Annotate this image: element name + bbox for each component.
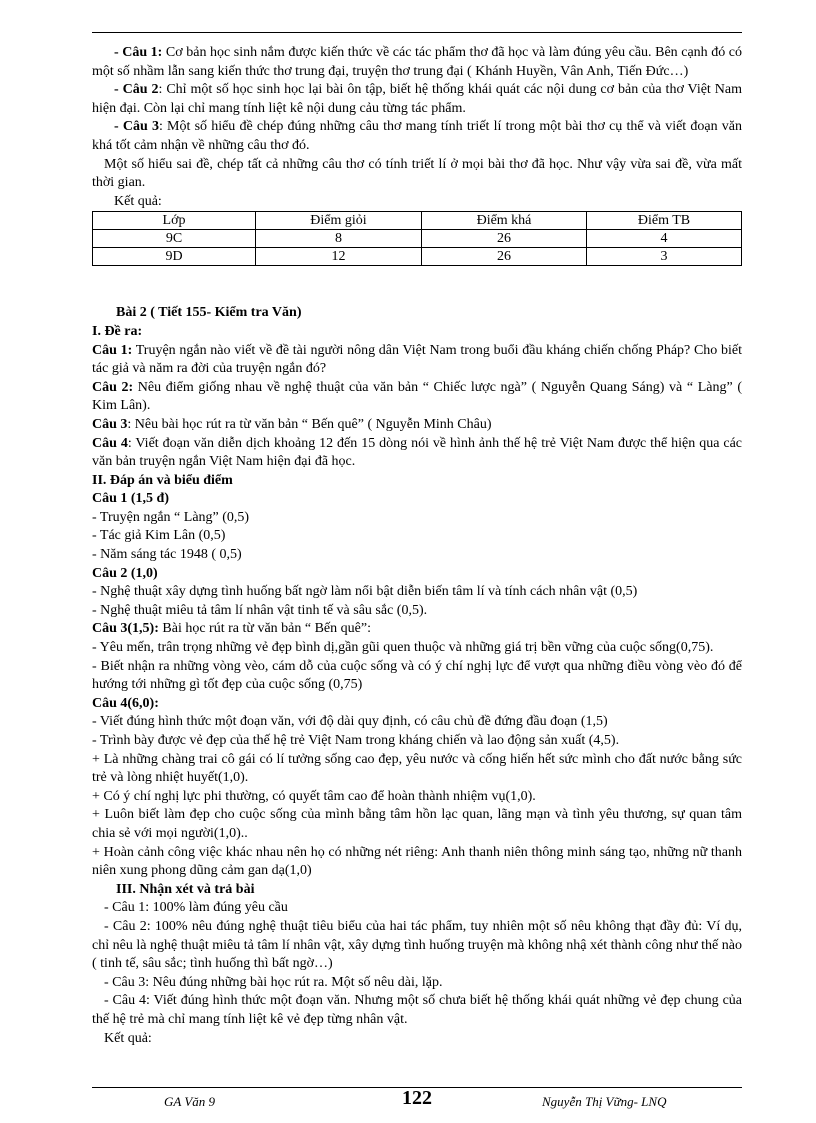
answer-3-heading: Câu 3(1,5): Bài học rút ra từ văn bản “ Bến quê”:	[92, 621, 371, 637]
section-heading-1: I. Đề ra:	[92, 323, 143, 339]
question-1: Câu 1: Truyện ngắn nào viết về đề tài người nông dân Việt Nam trong buổi đầu kháng chiến chống Pháp? Cho biết tác giả và năm ra đời của truyện ngắn đó?	[92, 342, 742, 377]
intro-cau2: - Câu 2: Chỉ một số học sinh học lại bài ôn tập, biết hệ thống khái quát các nội dung cơ bản của thơ Việt Nam hiện đại. Còn lại chỉ mang tính liệt kê nội dung cảu từng tác phẩm.	[92, 82, 742, 116]
question-4: Câu 4: Viết đoạn văn diễn dịch khoảng 12 đến 15 dòng nói về hình ảnh thế hệ trẻ Việt Nam được thể hiện qua các văn bản truyện ngắn Việt Nam hiện đại đã học.	[92, 435, 742, 470]
list-item: - Viết đúng hình thức một đoạn văn, với độ dài quy định, có câu chủ đề đứng đầu đoạn (1,5)	[92, 714, 608, 730]
intro-para4: Một số hiểu sai đề, chép tất cả những câu thơ có tính triết lí ở mọi bài thơ đã học. Như vậy vừa sai đề, vừa mất thời gian.	[92, 156, 742, 191]
list-item: - Câu 3: Nêu đúng những bài học rút ra. Một số nêu dài, lặp.	[104, 974, 443, 990]
ket-qua-label-2: Kết quả:	[104, 1030, 152, 1046]
list-item: - Câu 1: 100% làm đúng yêu cầu	[104, 900, 288, 916]
section-heading-2: II. Đáp án và biểu điểm	[92, 472, 233, 488]
question-3: Câu 3: Nêu bài học rút ra từ văn bản “ Bến quê” ( Nguyễn Minh Châu)	[92, 416, 492, 432]
page-footer	[92, 1087, 742, 1114]
answer-1-heading: Câu 1 (1,5 đ)	[92, 491, 170, 507]
header-rule	[92, 32, 742, 33]
section-title: Bài 2 ( Tiết 155- Kiểm tra Văn)	[116, 305, 302, 321]
list-item: + Là những chàng trai cô gái có lí tưởng sống cao đẹp, yêu nước và cống hiến hết sức mình cho đất nước bằng sức trẻ và lòng nhiệt huyết(1,0).	[92, 751, 742, 786]
list-item: - Trình bày được vẻ đẹp của thế hệ trẻ Việt Nam trong kháng chiến và lao động sản xuất (4,5).	[92, 733, 620, 748]
intro-cau1: - Câu 1: Cơ bản học sinh nắm được kiến thức về các tác phẩm thơ đã học và làm đúng yêu cầu. Bên cạnh đó có một số nhầm lẫn sang kiến thức thơ trung đại, truyện thơ trung đại ( Khánh Huyền, Vân Anh, Tiến Đức…)	[92, 45, 742, 79]
ket-qua-label: Kết quả:	[114, 193, 162, 209]
section-heading-3: III. Nhận xét và trả bài	[116, 881, 255, 897]
answer-2-heading: Câu 2 (1,0)	[92, 565, 158, 581]
list-item: + Luôn biết làm đẹp cho cuộc sống của mình bằng tâm hồn lạc quan, lãng mạn và tình yêu thương, sự quan tâm chia sẻ với mọi người(1,0)..	[92, 807, 742, 841]
answer-4-heading: Câu 4(6,0):	[92, 695, 159, 711]
list-item: - Biết nhận ra những vòng vèo, cám dỗ của cuộc sống và có ý chí nghị lực để vượt qua những điều vòng vèo đó để hướng tới những gì tốt đẹp của cuộc sống (0,75)	[92, 658, 742, 693]
intro-cau3: - Câu 3: Một số hiểu đề chép đúng những câu thơ mang tính triết lí trong một bài thơ cụ thể và viết đoạn văn khá tốt cảm nhận về những câu thơ đó.	[92, 119, 742, 153]
list-item: - Năm sáng tác 1948 ( 0,5)	[92, 547, 242, 563]
list-item: - Nghệ thuật miêu tả tâm lí nhân vật tinh tế và sâu sắc (0,5).	[92, 602, 428, 618]
page-number: 122	[402, 1087, 432, 1109]
table-row: 9C 8 26 4	[93, 230, 742, 248]
list-item: - Câu 2: 100% nêu đúng nghệ thuật tiêu biểu của hai tác phẩm, tuy nhiên một số nêu không thạt đầy đủ: Ví dụ, chỉ nêu là nghệ thuật miêu tả tâm lí nhân vật, xây dựng tình huống truyện mà không nhậ xét thành công như thế nào ( tinh tế, sâu sắc; tình huống thì bất ngờ…)	[92, 918, 742, 972]
footer-left: GA Văn 9	[164, 1094, 216, 1109]
footer-author: Nguyễn Thị Vững- LNQ	[542, 1094, 667, 1109]
list-item: - Truyện ngắn “ Làng” (0,5)	[92, 509, 250, 525]
table-row: 9D 12 26 3	[93, 248, 742, 266]
question-2: Câu 2: Nêu điểm giống nhau về nghệ thuật của văn bản “ Chiếc lược ngà” ( Nguyễn Quang Sáng) và “ Làng” ( Kim Lân).	[92, 379, 742, 414]
list-item: + Có ý chí nghị lực phi thường, có quyết tâm cao để hoàn thành nhiệm vụ(1,0).	[92, 788, 536, 804]
results-table	[92, 211, 742, 266]
document-body	[92, 44, 742, 1048]
table-header-row: Lớp Điểm giỏi Điểm khá Điểm TB	[93, 212, 742, 230]
list-item: - Câu 4: Viết đúng hình thức một đoạn văn. Nhưng một số chưa biết hệ thống khái quát những vẻ đẹp chung của thế hệ trẻ mà chỉ mang tính liệt kê vẻ đẹp từng nhân vật.	[92, 993, 742, 1027]
list-item: - Tác giả Kim Lân (0,5)	[92, 528, 226, 544]
list-item: - Yêu mến, trân trọng những vẻ đẹp bình dị,gần gũi quen thuộc và những giá trị bền vững của cuộc sống(0,75).	[92, 640, 714, 656]
list-item: + Hoàn cảnh công việc khác nhau nên họ có những nét riêng: Anh thanh niên thông minh sáng tạo, những nữ thanh niên xung phong dũng cảm gan dạ(1,0)	[92, 844, 742, 879]
list-item: - Nghệ thuật xây dựng tình huống bất ngờ làm nổi bật diễn biến tâm lí và tính cách nhân vật (0,5)	[92, 584, 638, 600]
